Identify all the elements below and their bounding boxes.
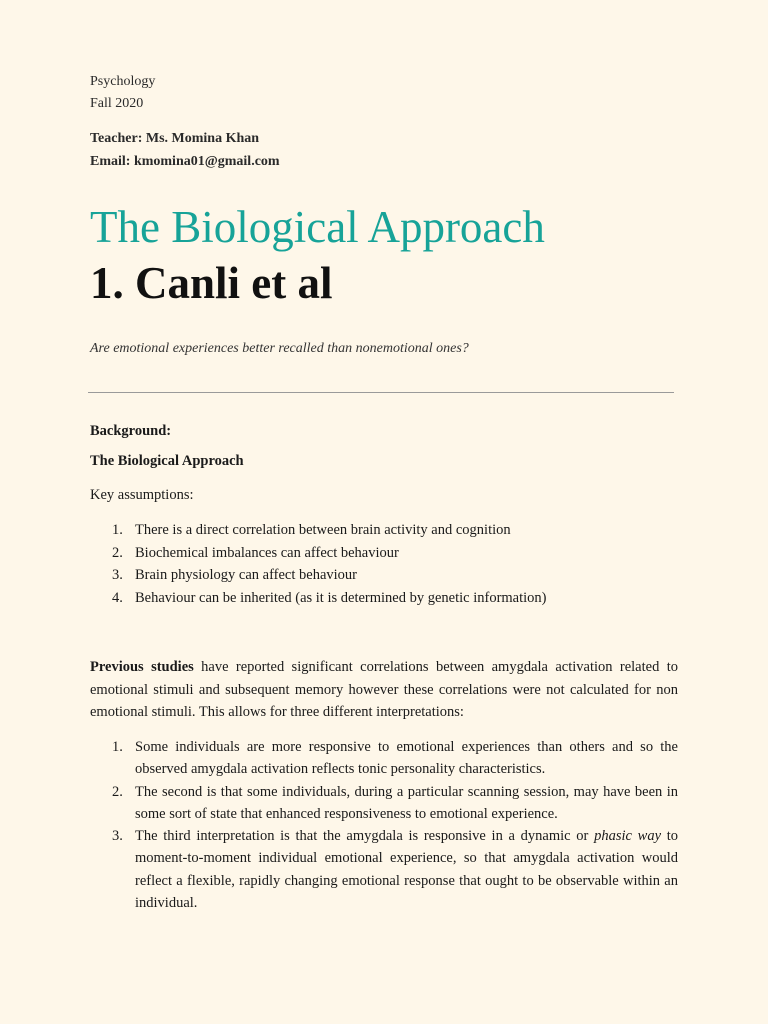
list-item: 3. Brain physiology can affect behaviour <box>112 567 357 584</box>
approach-heading: The Biological Approach <box>90 453 244 469</box>
background-heading: Background: <box>90 423 172 439</box>
list-item: 2. The second is that some individuals, during a particular scanning session, may have been in some sort of state that enhanced responsiveness to emotional experience. <box>112 783 678 822</box>
course-subject: Psychology <box>90 74 156 89</box>
list-item: 1. Some individuals are more responsive to emotional experiences than others and so the observed amygdala activation reflects tonic personality characteristics. <box>112 739 678 778</box>
interpretations-list <box>90 736 678 914</box>
list-item: 4. Behaviour can be inherited (as it is determined by genetic information) <box>112 590 547 607</box>
previous-studies-lead: Previous studies <box>90 659 194 675</box>
page-title: The Biological Approach <box>90 202 545 252</box>
section-divider <box>88 392 674 393</box>
assumptions-list <box>90 519 678 610</box>
previous-studies-paragraph: Previous studies have reported significant correlations between amygdala activation related to emotional stimuli and subsequent memory however these correlations were not calculated for non emotional stimuli. This allows for three different interpretations: <box>90 659 678 720</box>
assumptions-label: Key assumptions: <box>90 487 194 503</box>
study-title: 1. Canli et al <box>90 258 333 308</box>
research-question: Are emotional experiences better recalled than nonemotional ones? <box>90 341 469 356</box>
list-item: 3. The third interpretation is that the amygdala is responsive in a dynamic or phasic way to moment-to-moment individual emotional experience, so that amygdala activation would reflect a flexible, rapidly changing emotional response that ought to be observable within an individual. <box>112 828 678 912</box>
list-item: 2. Biochemical imbalances can affect behaviour <box>112 544 399 561</box>
list-item: 1. There is a direct correlation between brain activity and cognition <box>112 522 511 538</box>
teacher-name: Teacher: Ms. Momina Khan <box>90 131 260 146</box>
teacher-email: Email: kmomina01@gmail.com <box>90 154 280 169</box>
course-term: Fall 2020 <box>90 96 144 111</box>
